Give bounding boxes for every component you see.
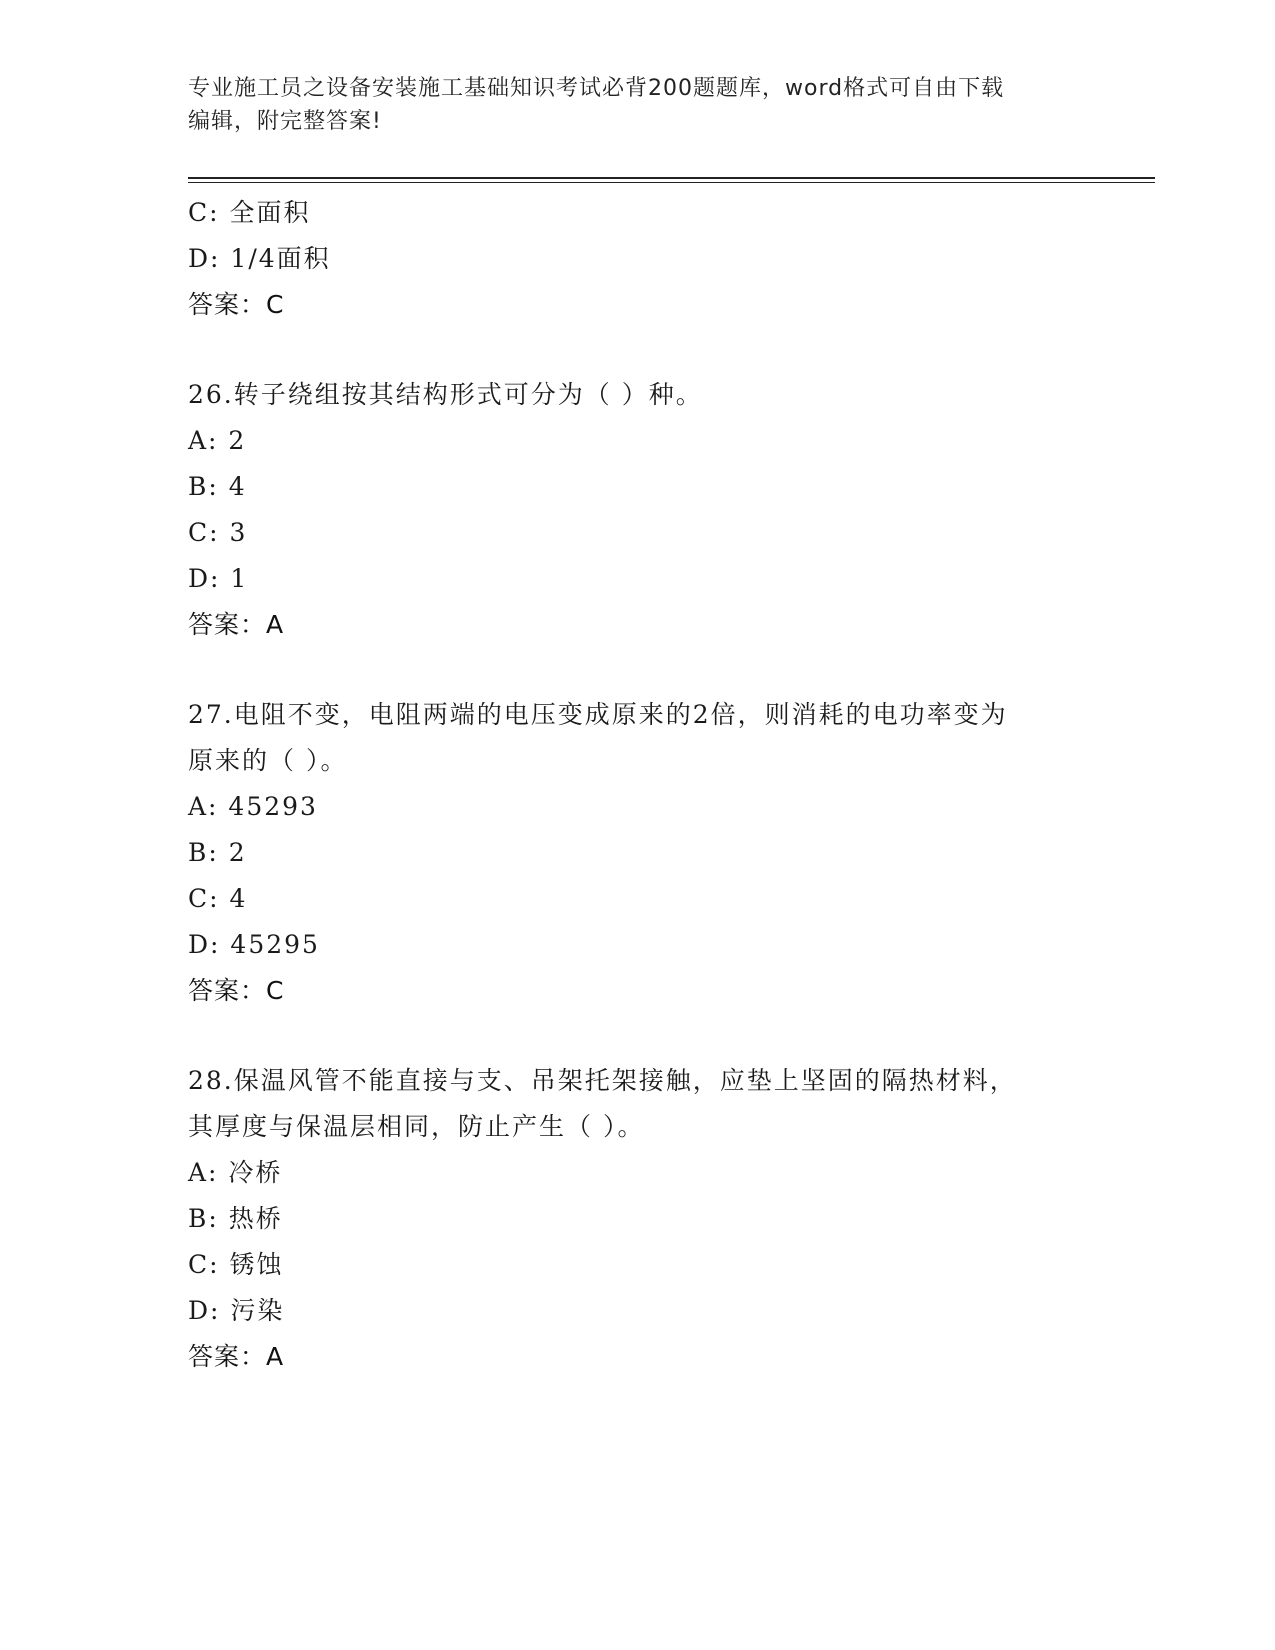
question-27: [188, 692, 1088, 1014]
option-c: C: 4: [188, 884, 248, 913]
question-28: [188, 1058, 1088, 1380]
header-divider-thin: [188, 182, 1155, 183]
option-b: B: 热桥: [188, 1204, 283, 1233]
answer-line: 答案：A: [188, 1342, 285, 1371]
option-d: D: 1: [188, 564, 249, 593]
header-line-2: 编辑，附完整答案!: [188, 109, 382, 134]
question-text-continued: 原来的（ ）。: [188, 746, 348, 775]
option-d: D: 污染: [188, 1296, 285, 1325]
option-a: A: 2: [188, 426, 247, 455]
header-line-1: 专业施工员之设备安装施工基础知识考试必背200题题库，word格式可自由下载: [188, 76, 1005, 101]
option-b: B: 2: [188, 838, 247, 867]
option-d: D: 45295: [188, 930, 320, 959]
question-text-continued: 其厚度与保温层相同，防止产生（ ）。: [188, 1112, 645, 1141]
header-divider-thick: [188, 177, 1155, 179]
option-c: C: 全面积: [188, 198, 311, 227]
prev-question-block: [188, 190, 1088, 328]
answer-line: 答案：C: [188, 290, 285, 319]
option-c: C: 3: [188, 518, 248, 547]
question-list: [188, 190, 1088, 1380]
question-text: 28.保温风管不能直接与支、吊架托架接触，应垫上坚固的隔热材料，: [188, 1066, 1017, 1095]
answer-line: 答案：A: [188, 610, 285, 639]
document-header: [188, 72, 1088, 138]
question-text: 27.电阻不变，电阻两端的电压变成原来的2倍，则消耗的电功率变为: [188, 700, 1008, 729]
option-a: A: 45293: [188, 792, 318, 821]
option-d: D: 1/4面积: [188, 244, 331, 273]
answer-line: 答案：C: [188, 976, 285, 1005]
option-c: C: 锈蚀: [188, 1250, 284, 1279]
question-26: [188, 372, 1088, 648]
question-text: 26.转子绕组按其结构形式可分为（ ）种。: [188, 380, 703, 409]
option-a: A: 冷桥: [188, 1158, 283, 1187]
option-b: B: 4: [188, 472, 247, 501]
